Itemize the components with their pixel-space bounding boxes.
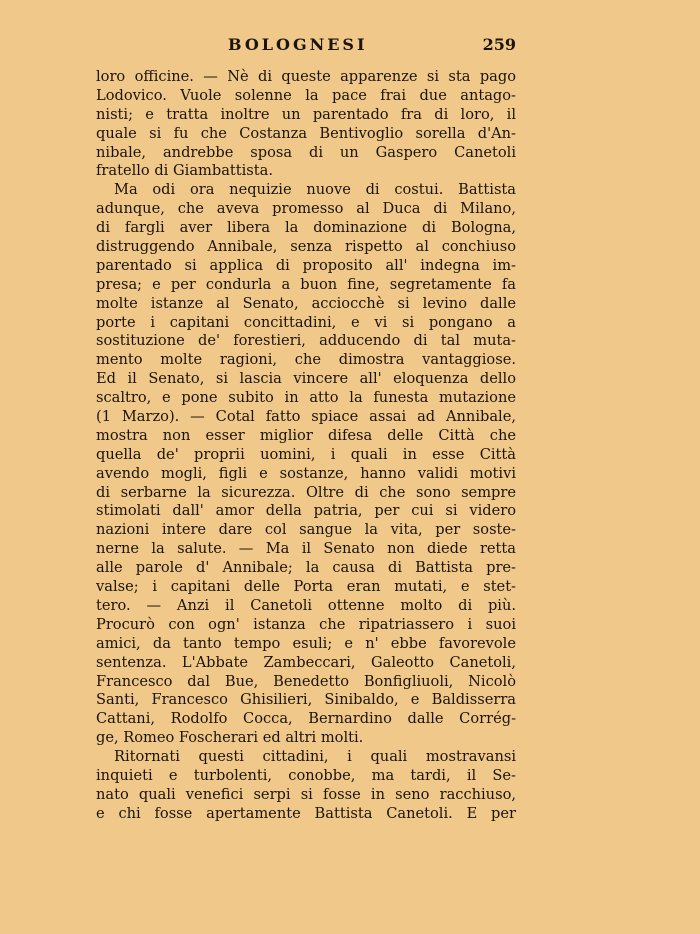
- text-line: sostituzione de' forestieri, adducendo di tal muta-: [96, 332, 516, 350]
- text-line: quale si fu che Costanza Bentivoglio sorella d'An-: [96, 124, 516, 142]
- text-line: di fargli aver libera la dominazione di Bologna,: [96, 219, 516, 237]
- text-line: mento molte ragioni, che dimostra vantaggiose.: [96, 351, 516, 369]
- text-line: valse; i capitani delle Porta eran mutati, e stet-: [96, 578, 516, 596]
- text-line: inquieti e turbolenti, conobbe, ma tardi, il Se-: [96, 766, 516, 784]
- running-title: BOLOGNESI: [228, 35, 368, 54]
- text-line: sentenza. L'Abbate Zambeccari, Galeotto Canetoli,: [96, 653, 516, 671]
- text-line: amici, da tanto tempo esuli; e n' ebbe favorevole: [96, 634, 516, 652]
- text-line: ge, Romeo Foscherari ed altri molti.: [96, 729, 364, 747]
- text-line: quella de' proprii uomini, i quali in esse Città: [96, 445, 516, 463]
- text-line: fratello di Giambattista.: [96, 162, 273, 180]
- text-line: adunque, che aveva promesso al Duca di Milano,: [96, 200, 516, 218]
- text-line: Ma odi ora nequizie nuove di costui. Battista: [114, 181, 516, 199]
- text-line: e chi fosse apertamente Battista Canetoli. E per: [96, 804, 516, 822]
- text-line: molte istanze al Senato, acciocchè si levino dalle: [96, 294, 516, 312]
- text-line: distruggendo Annibale, senza rispetto al conchiuso: [96, 238, 516, 256]
- text-line: mostra non esser miglior difesa delle Città che: [96, 426, 516, 444]
- text-line: nisti; e tratta inoltre un parentado fra di loro, il: [96, 105, 516, 123]
- text-line: porte i capitani concittadini, e vi si pongano a: [96, 313, 516, 331]
- text-line: di serbarne la sicurezza. Oltre di che sono sempre: [96, 483, 516, 501]
- text-line: nato quali venefici serpi si fosse in seno racchiuso,: [96, 785, 516, 803]
- text-line: parentado si applica di proposito all' indegna im-: [96, 256, 516, 274]
- text-line: nibale, andrebbe sposa di un Gaspero Canetoli: [96, 143, 516, 161]
- text-line: stimolati dall' amor della patria, per cui si videro: [96, 502, 516, 520]
- text-line: Ed il Senato, si lascia vincere all' eloquenza dello: [96, 370, 516, 388]
- text-line: loro officine. — Nè di queste apparenze si sta pago: [96, 68, 516, 85]
- text-line: scaltro, e pone subito in atto la funesta mutazione: [96, 389, 516, 407]
- body-text: [96, 68, 516, 824]
- text-line: alle parole d' Annibale; la causa di Battista pre-: [96, 559, 516, 577]
- text-line: nazioni intere dare col sangue la vita, per soste-: [96, 521, 516, 539]
- text-line: avendo mogli, figli e sostanze, hanno validi motivi: [96, 464, 516, 482]
- text-line: Lodovico. Vuole solenne la pace frai due antago-: [96, 86, 516, 104]
- text-line: tero. — Anzi il Canetoli ottenne molto di più.: [96, 596, 516, 614]
- text-line: Santi, Francesco Ghisilieri, Sinibaldo, e Baldisserra: [96, 691, 516, 709]
- text-line: presa; e per condurla a buon fine, segretamente fa: [96, 275, 516, 293]
- text-line: Procurò con ogn' istanza che ripatriassero i suoi: [96, 615, 516, 633]
- text-line: Francesco dal Bue, Benedetto Bonfigliuoli, Nicolò: [96, 672, 516, 690]
- text-line: Ritornati questi cittadini, i quali mostravansi: [114, 748, 516, 766]
- page-number: 259: [482, 35, 516, 54]
- running-head: [96, 35, 516, 57]
- text-line: nerne la salute. — Ma il Senato non diede retta: [96, 540, 516, 558]
- text-line: (1 Marzo). — Cotal fatto spiace assai ad Annibale,: [96, 408, 516, 426]
- text-line: Cattani, Rodolfo Cocca, Bernardino dalle Corrég-: [96, 710, 516, 728]
